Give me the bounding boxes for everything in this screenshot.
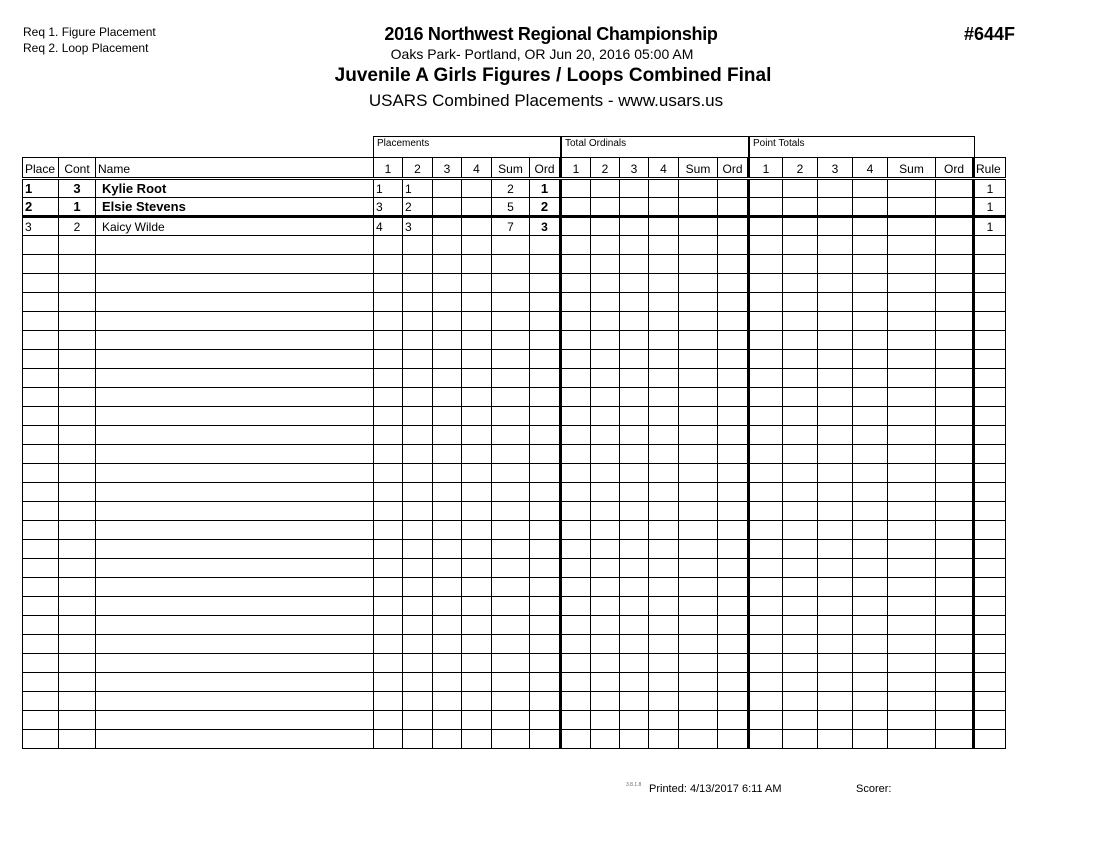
rule-cell: 1 xyxy=(974,198,1006,217)
empty-table-row xyxy=(23,255,1006,274)
col-header-place: Place xyxy=(23,158,59,179)
placement-2-cell: 1 xyxy=(403,179,433,198)
col-header-points-2: 2 xyxy=(783,158,818,179)
scorer-label: Scorer: xyxy=(856,783,892,795)
col-header-points-4: 4 xyxy=(853,158,888,179)
empty-table-row xyxy=(23,426,1006,445)
empty-table-row xyxy=(23,502,1006,521)
cont-cell: 3 xyxy=(59,179,96,198)
col-header-ordinal-3: 3 xyxy=(620,158,649,179)
placement-4-cell xyxy=(462,198,492,217)
empty-table-row xyxy=(23,274,1006,293)
col-header-ordinal-4: 4 xyxy=(649,158,679,179)
col-header-placement-1: 1 xyxy=(374,158,403,179)
placement-sum-cell: 2 xyxy=(492,179,530,198)
placement-1-cell: 3 xyxy=(374,198,403,217)
empty-table-row xyxy=(23,540,1006,559)
placement-4-cell xyxy=(462,217,492,236)
place-cell: 3 xyxy=(23,217,59,236)
col-header-placement-2: 2 xyxy=(403,158,433,179)
cont-cell: 2 xyxy=(59,217,96,236)
place-cell: 1 xyxy=(23,179,59,198)
col-header-points-ord: Ord xyxy=(936,158,974,179)
empty-table-row xyxy=(23,711,1006,730)
cont-cell: 1 xyxy=(59,198,96,217)
place-cell: 2 xyxy=(23,198,59,217)
name-cell: Kaicy Wilde xyxy=(96,217,374,236)
name-cell: Elsie Stevens xyxy=(96,198,374,217)
empty-table-row xyxy=(23,388,1006,407)
placement-3-cell xyxy=(433,217,462,236)
empty-table-row xyxy=(23,407,1006,426)
col-header-points-3: 3 xyxy=(818,158,853,179)
empty-table-row xyxy=(23,350,1006,369)
requirement-1: Req 1. Figure Placement xyxy=(23,25,156,39)
empty-table-row xyxy=(23,635,1006,654)
empty-table-row xyxy=(23,616,1006,635)
col-header-ordinal-1: 1 xyxy=(561,158,591,179)
empty-table-row xyxy=(23,597,1006,616)
col-header-ordinal-sum: Sum xyxy=(679,158,718,179)
name-cell: Kylie Root xyxy=(96,179,374,198)
table-row xyxy=(23,198,1006,217)
results-table xyxy=(22,157,1006,749)
col-header-placement-sum: Sum xyxy=(492,158,530,179)
table-row xyxy=(23,179,1006,198)
empty-table-row xyxy=(23,369,1006,388)
rule-cell: 1 xyxy=(974,217,1006,236)
placement-1-cell: 1 xyxy=(374,179,403,198)
placement-2-cell: 2 xyxy=(403,198,433,217)
col-header-points-1: 1 xyxy=(749,158,783,179)
col-header-placement-3: 3 xyxy=(433,158,462,179)
placement-3-cell xyxy=(433,179,462,198)
group-placements: Placements xyxy=(373,136,561,157)
col-header-name: Name xyxy=(96,158,374,179)
table-header-row xyxy=(23,158,1006,179)
col-header-placement-4: 4 xyxy=(462,158,492,179)
empty-table-row xyxy=(23,445,1006,464)
empty-table-row xyxy=(23,673,1006,692)
empty-table-row xyxy=(23,293,1006,312)
placement-1-cell: 4 xyxy=(374,217,403,236)
rule-cell: 1 xyxy=(974,179,1006,198)
col-header-placement-ord: Ord xyxy=(530,158,561,179)
empty-table-row xyxy=(23,464,1006,483)
requirement-2: Req 2. Loop Placement xyxy=(23,41,149,55)
empty-table-row xyxy=(23,312,1006,331)
competition-location: Oaks Park- Portland, OR Jun 20, 2016 05:00 AM xyxy=(390,46,694,62)
event-number: #644F xyxy=(964,24,1016,44)
empty-table-row xyxy=(23,331,1006,350)
placement-3-cell xyxy=(433,198,462,217)
placement-4-cell xyxy=(462,179,492,198)
table-row xyxy=(23,217,1006,236)
placement-ord-cell: 2 xyxy=(530,198,561,217)
placement-ord-cell: 1 xyxy=(530,179,561,198)
placement-sum-cell: 7 xyxy=(492,217,530,236)
empty-table-row xyxy=(23,483,1006,502)
empty-table-row xyxy=(23,692,1006,711)
empty-table-row xyxy=(23,521,1006,540)
col-header-ordinal-ord: Ord xyxy=(718,158,749,179)
printed-timestamp: Printed: 4/13/2017 6:11 AM xyxy=(649,783,782,795)
group-total-ordinals: Total Ordinals xyxy=(561,136,749,157)
empty-table-row xyxy=(23,559,1006,578)
col-header-cont: Cont xyxy=(59,158,96,179)
col-header-points-sum: Sum xyxy=(888,158,936,179)
empty-table-row xyxy=(23,654,1006,673)
empty-table-row xyxy=(23,730,1006,749)
event-subtitle: USARS Combined Placements - www.usars.us xyxy=(368,91,724,110)
competition-title: 2016 Northwest Regional Championship xyxy=(384,24,718,44)
placement-2-cell: 3 xyxy=(403,217,433,236)
empty-table-row xyxy=(23,578,1006,597)
col-header-ordinal-2: 2 xyxy=(591,158,620,179)
group-point-totals: Point Totals xyxy=(749,136,975,157)
placement-ord-cell: 3 xyxy=(530,217,561,236)
placement-sum-cell: 5 xyxy=(492,198,530,217)
event-title: Juvenile A Girls Figures / Loops Combined Final xyxy=(334,65,772,86)
software-version: 3.8.1.8 xyxy=(626,782,642,788)
col-header-rule: Rule xyxy=(974,158,1006,179)
empty-table-row xyxy=(23,236,1006,255)
